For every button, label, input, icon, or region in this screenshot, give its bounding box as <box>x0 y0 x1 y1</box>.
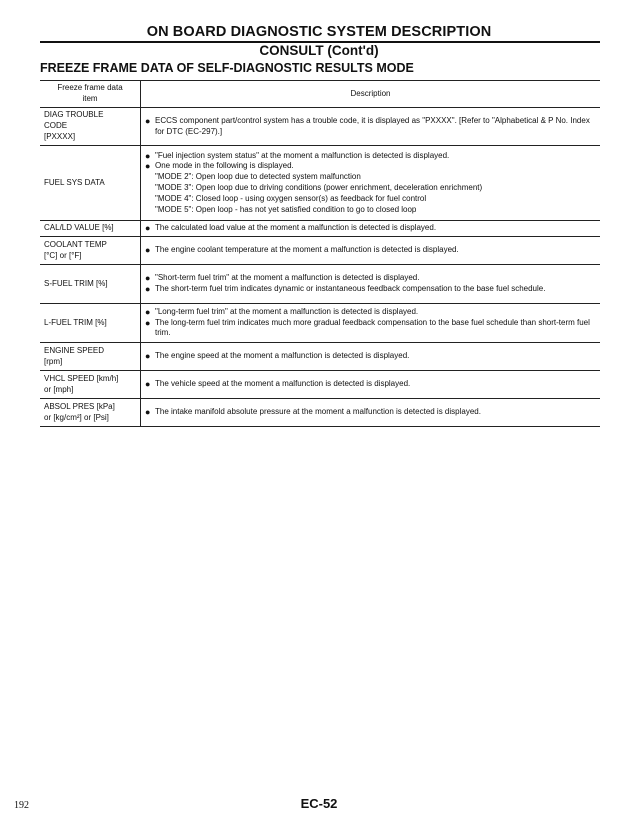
description-bullet <box>145 245 596 256</box>
description-bullet <box>145 161 596 172</box>
item-line: or [mph] <box>44 384 74 394</box>
description-cell <box>141 371 601 399</box>
description-cell <box>141 304 601 343</box>
description-bullet <box>145 351 596 362</box>
item-cell <box>40 371 141 399</box>
bullet-text: One mode in the following is displayed. <box>155 161 294 171</box>
mode-line: "MODE 2": Open loop due to detected system malfunction <box>155 172 361 182</box>
item-cell <box>40 221 141 237</box>
header-item-line: item <box>82 94 98 103</box>
item-cell <box>40 304 141 343</box>
bullet-text: The engine coolant temperature at the moment a malfunction is detected is displayed. <box>155 245 459 255</box>
item-line: [rpm] <box>44 356 63 366</box>
description-bullet <box>145 379 596 390</box>
bullet-text: The vehicle speed at the moment a malfunction is detected is displayed. <box>155 379 411 389</box>
item-cell <box>40 265 141 304</box>
page-title: ON BOARD DIAGNOSTIC SYSTEM DESCRIPTION <box>146 24 492 40</box>
bullet-glyph: ● <box>145 351 151 362</box>
item-line: CODE <box>44 121 68 131</box>
bullet-glyph: ● <box>145 245 151 256</box>
description-bullet <box>145 151 596 162</box>
table-row <box>40 221 600 237</box>
item-line: DIAG TROUBLE <box>44 110 104 120</box>
bullet-text: The long-term fuel trim indicates much more gradual feedback compensation to the base fuel schedule than short-term fuel trim. <box>155 317 590 338</box>
bullet-glyph: ● <box>145 317 151 328</box>
item-line: L-FUEL TRIM [%] <box>44 317 107 327</box>
item-cell <box>40 146 141 221</box>
bullet-text: The intake manifold absolute pressure at the moment a malfunction is detected is displayed. <box>155 407 481 417</box>
bullet-text: The calculated load value at the moment a malfunction is detected is displayed. <box>155 223 437 233</box>
table-row <box>40 265 600 304</box>
bullet-glyph: ● <box>145 273 151 284</box>
item-line: [°C] or [°F] <box>44 250 82 260</box>
item-line: or [kg/cm²] or [Psi] <box>44 412 109 422</box>
bullet-glyph: ● <box>145 223 151 234</box>
bullet-glyph: ● <box>145 407 151 418</box>
description-cell <box>141 265 601 304</box>
bullet-text: The short-term fuel trim indicates dynamic or instantaneous feedback compensation to the base fuel schedule. <box>155 284 546 293</box>
item-cell <box>40 343 141 371</box>
description-bullet <box>145 284 596 295</box>
header-description: Description <box>141 81 601 108</box>
bullet-text: The engine speed at the moment a malfunction is detected is displayed. <box>155 351 410 361</box>
item-cell <box>40 237 141 265</box>
item-cell <box>40 108 141 146</box>
table-header-row <box>40 81 600 108</box>
description-cell <box>141 343 601 371</box>
description-bullet <box>145 273 596 284</box>
item-line: [PXXXX] <box>44 131 76 141</box>
description-bullet <box>145 307 596 318</box>
item-line: ABSOL PRES [kPa] <box>44 401 115 411</box>
freeze-frame-table <box>40 80 600 427</box>
item-cell <box>40 399 141 427</box>
table-row <box>40 108 600 146</box>
bullet-glyph: ● <box>145 379 151 390</box>
bullet-glyph: ● <box>145 150 151 161</box>
header-item <box>40 81 141 108</box>
bullet-text: "Long-term fuel trim" at the moment a malfunction is detected is displayed. <box>155 306 419 316</box>
bullet-glyph: ● <box>145 161 151 172</box>
table-row <box>40 146 600 221</box>
item-line: CAL/LD VALUE [%] <box>44 223 114 233</box>
item-line: VHCL SPEED [km/h] <box>44 373 119 383</box>
mode-line: "MODE 4": Closed loop - using oxygen sensor(s) as feedback for fuel control <box>155 193 427 203</box>
bullet-glyph: ● <box>145 306 151 317</box>
footer-page-code: EC-52 <box>300 796 338 811</box>
table-row <box>40 399 600 427</box>
table-row <box>40 343 600 371</box>
bullet-glyph: ● <box>145 115 151 126</box>
item-line: S-FUEL TRIM [%] <box>44 278 108 288</box>
item-line: ENGINE SPEED <box>44 345 105 355</box>
table-row <box>40 304 600 343</box>
bullet-text: "Fuel injection system status" at the moment a malfunction is detected is displayed. <box>155 150 450 160</box>
bullet-glyph: ● <box>145 284 151 294</box>
description-cell <box>141 108 601 146</box>
bullet-text: ECCS component part/control system has a trouble code, it is displayed as "PXXXX". [Refer to "Alphabetical & P No. Index for DTC (EC-297).] <box>155 115 590 136</box>
description-cell <box>141 237 601 265</box>
description-bullet <box>145 223 596 234</box>
description-cell <box>141 221 601 237</box>
page-subtitle: CONSULT (Cont'd) <box>259 43 379 58</box>
mode-line: "MODE 5": Open loop - has not yet satisfied condition to go to closed loop <box>155 204 417 214</box>
bullet-text: "Short-term fuel trim" at the moment a malfunction is detected is displayed. <box>155 273 420 283</box>
description-cell <box>141 399 601 427</box>
description-bullet <box>145 318 596 340</box>
header-item-line: Freeze frame data <box>57 83 123 93</box>
description-bullet <box>145 407 596 418</box>
description-cell <box>141 146 601 221</box>
item-line: COOLANT TEMP <box>44 239 107 249</box>
section-heading: FREEZE FRAME DATA OF SELF-DIAGNOSTIC RESULTS MODE <box>40 61 414 75</box>
mode-line: "MODE 3": Open loop due to driving conditions (power enrichment, deceleration enrichment) <box>155 183 483 192</box>
footer-page-number: 192 <box>14 800 29 811</box>
table-row <box>40 371 600 399</box>
description-bullet <box>145 116 596 138</box>
item-line: FUEL SYS DATA <box>44 177 105 187</box>
table-row <box>40 237 600 265</box>
